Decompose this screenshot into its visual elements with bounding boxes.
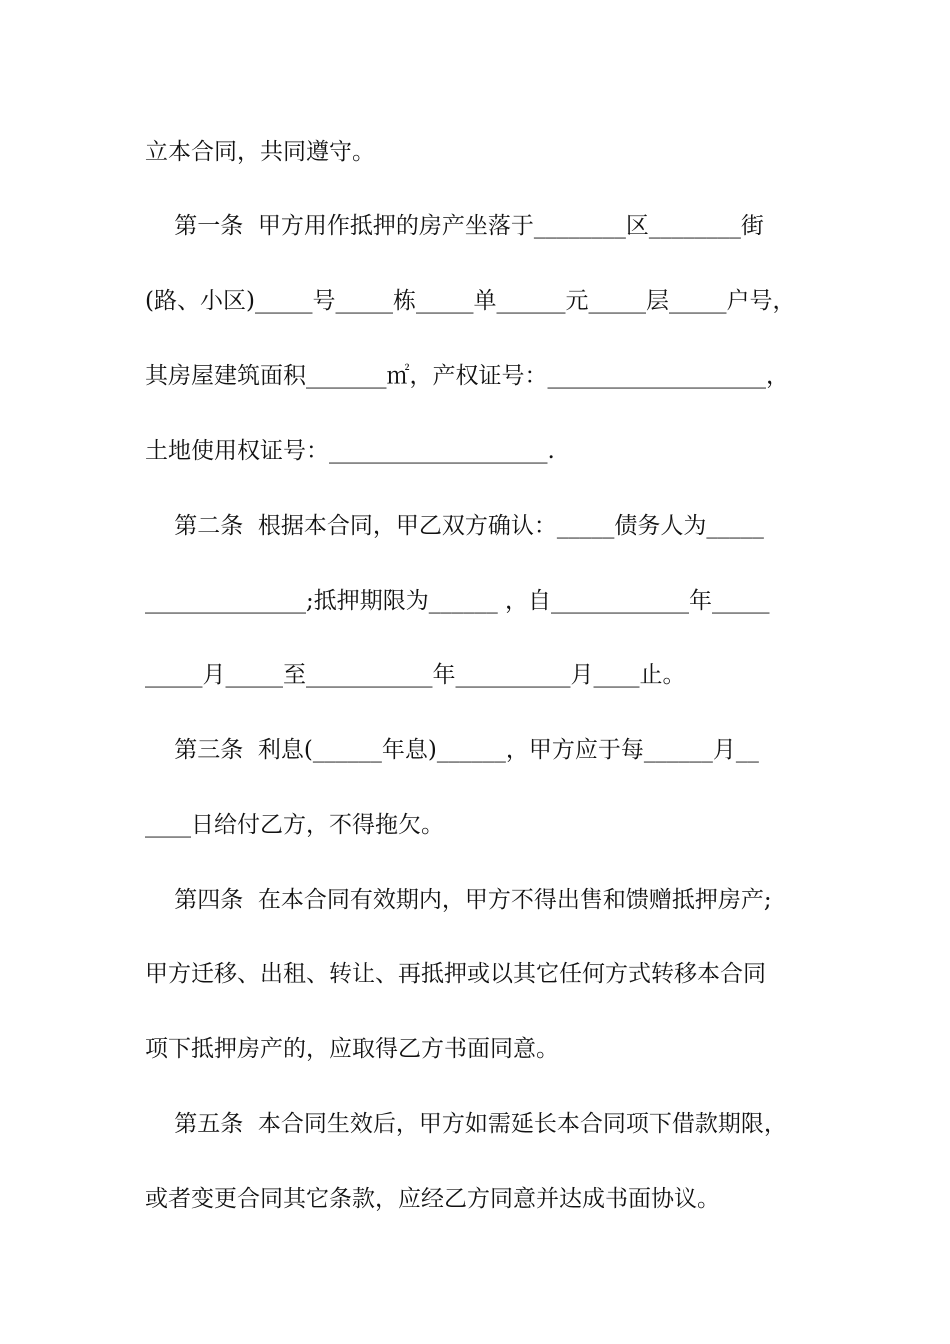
text-line: _____月_____至___________年__________月____止。 [145,662,686,688]
text-line: 第四条 在本合同有效期内，甲方不得出售和馈赠抵押房产; [145,887,772,913]
text-line: 第三条 利息(______年息)______，甲方应于每______月__ [145,737,759,763]
text-line: 立本合同，共同遵守。 [145,139,375,165]
text-line: 第二条 根据本合同，甲乙双方确认：_____债务人为_____ [145,513,764,539]
text-line: 第一条 甲方用作抵押的房产坐落于________区________街 [145,213,764,239]
text-line: (路、小区)_____号_____栋_____单______元_____层_____户号， [145,288,796,314]
text-line: 甲方迁移、出租、转让、再抵押或以其它任何方式转移本合同 [145,961,766,987]
text-line: ______________;抵押期限为______ ，自____________年_____ [145,588,770,614]
text-line: 或者变更合同其它条款，应经乙方同意并达成书面协议。 [145,1186,720,1212]
text-line: ____日给付乙方，不得拖欠。 [145,812,444,838]
text-line: 土地使用权证号：___________________. [145,438,555,464]
text-line: 项下抵押房产的，应取得乙方书面同意。 [145,1036,559,1062]
text-line: 第五条 本合同生效后，甲方如需延长本合同项下借款期限， [145,1111,787,1137]
text-line: 其房屋建筑面积_______㎡，产权证号：___________________， [145,363,789,389]
